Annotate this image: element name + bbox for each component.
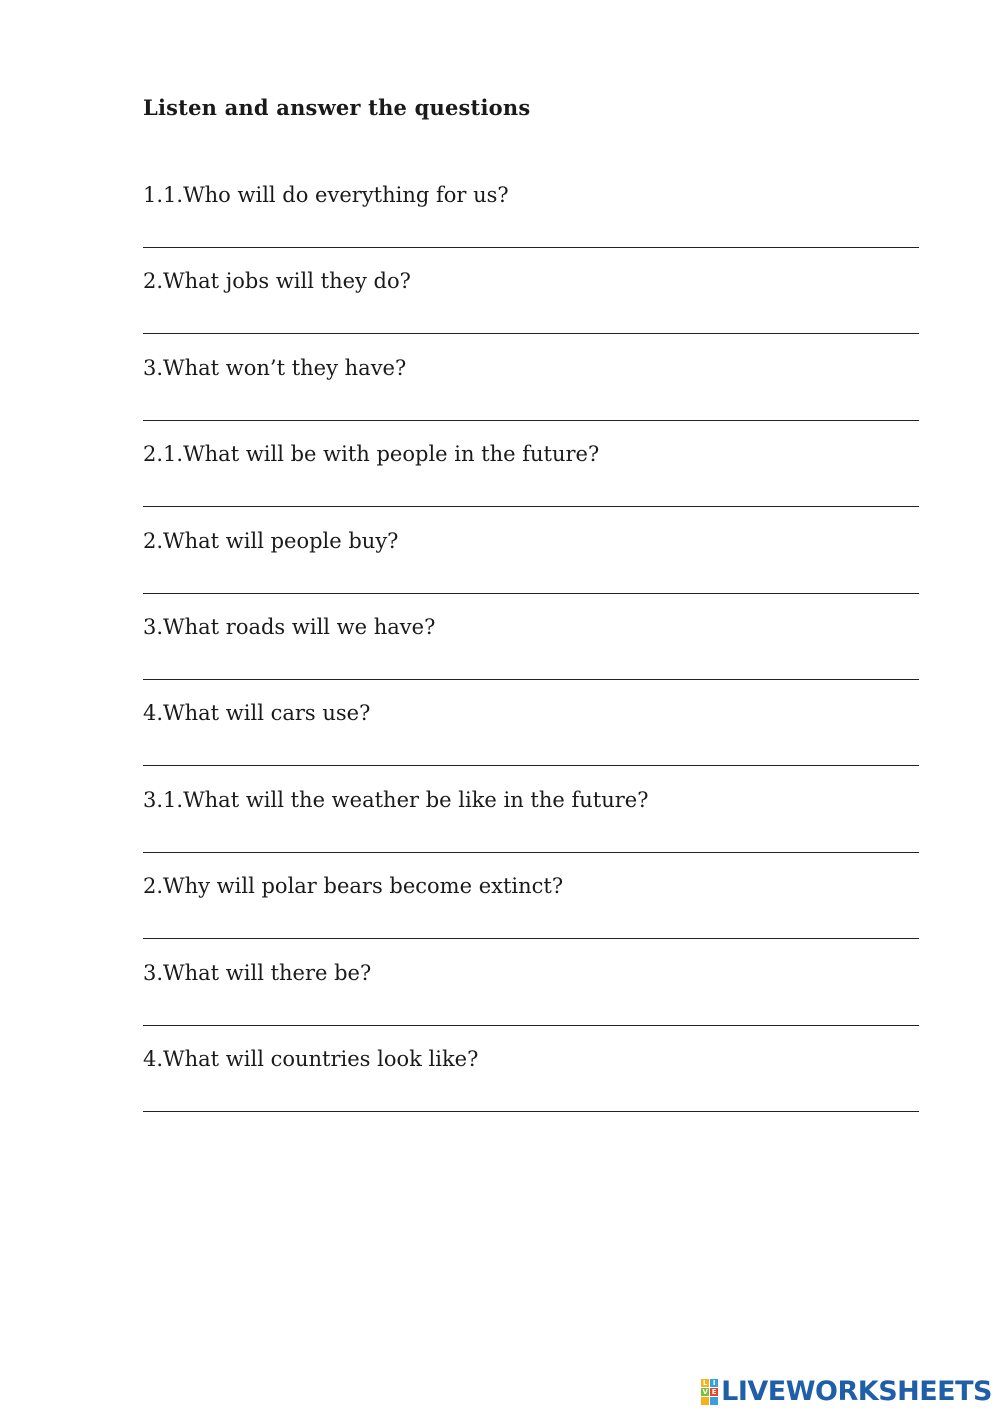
liveworksheets-logo-icon xyxy=(701,1379,718,1405)
question-text: 2.What will people buy? xyxy=(143,528,399,553)
answer-line[interactable] xyxy=(143,333,919,334)
answer-line[interactable] xyxy=(143,1111,919,1112)
liveworksheets-brand xyxy=(701,1376,992,1407)
question-text: 2.1.What will be with people in the future? xyxy=(143,442,600,467)
answer-line[interactable] xyxy=(143,679,919,680)
answer-line[interactable] xyxy=(143,938,919,939)
logo-tile: L xyxy=(702,1378,708,1387)
question-item xyxy=(143,527,919,613)
logo-tile: E xyxy=(711,1387,717,1396)
question-item xyxy=(143,1045,919,1131)
question-item xyxy=(143,959,919,1045)
answer-line[interactable] xyxy=(143,247,919,248)
question-item xyxy=(143,267,919,353)
question-text: 2.Why will polar bears become extinct? xyxy=(143,874,564,899)
answer-line[interactable] xyxy=(143,765,919,766)
question-text: 3.What will there be? xyxy=(143,960,372,985)
question-text: 4.What will countries look like? xyxy=(143,1046,479,1071)
question-item xyxy=(143,354,919,440)
answer-line[interactable] xyxy=(143,1025,919,1026)
question-text: 3.1.What will the weather be like in the future? xyxy=(143,787,649,812)
question-item xyxy=(143,440,919,526)
logo-tile: V xyxy=(702,1387,708,1396)
answer-line[interactable] xyxy=(143,852,919,853)
question-item xyxy=(143,181,919,267)
question-item xyxy=(143,699,919,785)
logo-tile xyxy=(701,1397,709,1405)
answer-line[interactable] xyxy=(143,593,919,594)
brand-wordmark: LIVEWORKSHEETS xyxy=(721,1376,992,1407)
question-item xyxy=(143,786,919,872)
question-text: 3.What roads will we have? xyxy=(143,614,436,639)
answer-line[interactable] xyxy=(143,420,919,421)
question-list xyxy=(143,181,919,1131)
question-item xyxy=(143,613,919,699)
question-text: 3.What won’t they have? xyxy=(143,355,407,380)
question-text: 4.What will cars use? xyxy=(143,701,371,726)
answer-line[interactable] xyxy=(143,506,919,507)
logo-tile: I xyxy=(710,1379,718,1387)
worksheet-title: Listen and answer the questions xyxy=(143,95,531,120)
question-text: 2.What jobs will they do? xyxy=(143,269,411,294)
question-item xyxy=(143,872,919,958)
question-text: 1.1.Who will do everything for us? xyxy=(143,183,509,207)
logo-tile xyxy=(710,1397,718,1405)
